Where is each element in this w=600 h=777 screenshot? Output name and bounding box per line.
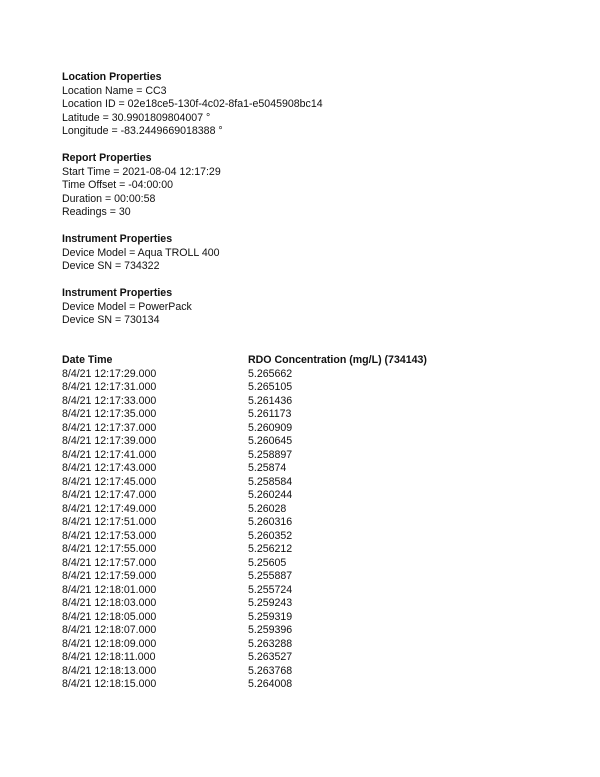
table-row xyxy=(62,624,562,638)
date-time-cell: 8/4/21 12:17:43.000 xyxy=(62,462,157,474)
date-time-cell: 8/4/21 12:18:13.000 xyxy=(62,664,157,677)
device-model-line: Device Model = PowerPack xyxy=(62,300,192,313)
table-row xyxy=(62,665,562,679)
table-row xyxy=(62,368,562,382)
date-time-cell: 8/4/21 12:18:05.000 xyxy=(62,610,157,623)
rdo-concentration-cell: 5.25605 xyxy=(248,556,287,569)
rdo-concentration-cell: 5.260244 xyxy=(248,489,293,501)
date-time-cell: 8/4/21 12:18:07.000 xyxy=(62,624,157,636)
table-row xyxy=(62,395,562,409)
date-time-cell: 8/4/21 12:17:55.000 xyxy=(62,543,157,555)
rdo-concentration-cell: 5.26028 xyxy=(248,502,287,515)
date-time-cell: 8/4/21 12:17:59.000 xyxy=(62,570,157,582)
longitude-line: Longitude = -83.2449669018388 ° xyxy=(62,125,223,137)
section-heading: Report Properties xyxy=(62,152,152,164)
date-time-cell: 8/4/21 12:17:47.000 xyxy=(62,489,157,501)
start-time-line: Start Time = 2021-08-04 12:17:29 xyxy=(62,165,221,178)
date-time-cell: 8/4/21 12:17:51.000 xyxy=(62,516,157,528)
table-row xyxy=(62,651,562,665)
date-time-cell: 8/4/21 12:17:31.000 xyxy=(62,381,157,393)
rdo-concentration-cell: 5.260352 xyxy=(248,529,293,542)
table-row xyxy=(62,516,562,530)
time-offset-line: Time Offset = -04:00:00 xyxy=(62,179,173,191)
table-row xyxy=(62,543,562,557)
table-row xyxy=(62,570,562,584)
table-header-row xyxy=(62,354,562,368)
instrument-properties-section xyxy=(62,287,562,328)
date-time-cell: 8/4/21 12:18:09.000 xyxy=(62,637,157,650)
location-name-line: Location Name = CC3 xyxy=(62,84,167,97)
date-time-cell: 8/4/21 12:17:53.000 xyxy=(62,529,157,542)
table-row xyxy=(62,408,562,422)
rdo-concentration-cell: 5.265105 xyxy=(248,381,293,393)
date-time-cell: 8/4/21 12:17:37.000 xyxy=(62,421,157,434)
rdo-concentration-cell: 5.256212 xyxy=(248,543,293,555)
date-time-cell: 8/4/21 12:17:33.000 xyxy=(62,394,157,407)
rdo-concentration-cell: 5.259396 xyxy=(248,624,293,636)
table-row xyxy=(62,476,562,490)
table-row xyxy=(62,489,562,503)
rdo-concentration-cell: 5.258584 xyxy=(248,475,293,488)
readings-table xyxy=(62,354,562,692)
table-row xyxy=(62,422,562,436)
section-heading: Instrument Properties xyxy=(62,287,173,299)
date-time-cell: 8/4/21 12:18:03.000 xyxy=(62,597,157,609)
device-model-line: Device Model = Aqua TROLL 400 xyxy=(62,246,220,259)
location-properties-section xyxy=(62,71,562,139)
date-time-cell: 8/4/21 12:17:39.000 xyxy=(62,435,157,447)
table-row xyxy=(62,435,562,449)
table-row xyxy=(62,638,562,652)
date-time-cell: 8/4/21 12:17:41.000 xyxy=(62,448,157,461)
rdo-concentration-cell: 5.261173 xyxy=(248,408,292,420)
table-row xyxy=(62,584,562,598)
rdo-concentration-cell: 5.263527 xyxy=(248,651,293,663)
rdo-concentration-cell: 5.264008 xyxy=(248,678,293,690)
rdo-concentration-cell: 5.260645 xyxy=(248,435,293,447)
latitude-line: Latitude = 30.9901809804007 ° xyxy=(62,111,211,124)
date-time-cell: 8/4/21 12:17:49.000 xyxy=(62,502,157,515)
date-time-cell: 8/4/21 12:17:57.000 xyxy=(62,556,157,569)
device-sn-line: Device SN = 734322 xyxy=(62,260,160,272)
table-row xyxy=(62,678,562,692)
duration-line: Duration = 00:00:58 xyxy=(62,192,156,205)
table-row xyxy=(62,530,562,544)
rdo-concentration-cell: 5.258897 xyxy=(248,448,293,461)
date-time-cell: 8/4/21 12:18:15.000 xyxy=(62,678,157,690)
instrument-properties-section xyxy=(62,233,562,274)
table-row xyxy=(62,557,562,571)
date-time-cell: 8/4/21 12:17:29.000 xyxy=(62,367,157,380)
rdo-concentration-cell: 5.263288 xyxy=(248,637,293,650)
rdo-concentration-cell: 5.260316 xyxy=(248,516,293,528)
section-heading: Location Properties xyxy=(62,71,162,83)
properties-block xyxy=(62,71,562,341)
section-heading: Instrument Properties xyxy=(62,233,173,245)
rdo-concentration-cell: 5.260909 xyxy=(248,421,293,434)
rdo-concentration-cell: 5.259243 xyxy=(248,597,293,609)
date-time-cell: 8/4/21 12:17:45.000 xyxy=(62,475,157,488)
location-id-line: Location ID = 02e18ce5-130f-4c02-8fa1-e5045908bc14 xyxy=(62,98,323,110)
device-sn-line: Device SN = 730134 xyxy=(62,314,160,326)
rdo-concentration-cell: 5.265662 xyxy=(248,367,293,380)
table-body xyxy=(62,368,562,692)
column-header-rdo-concentration: RDO Concentration (mg/L) (734143) xyxy=(248,354,427,366)
table-row xyxy=(62,503,562,517)
table-row xyxy=(62,611,562,625)
date-time-cell: 8/4/21 12:18:01.000 xyxy=(62,583,157,596)
rdo-concentration-cell: 5.263768 xyxy=(248,664,293,677)
report-properties-section xyxy=(62,152,562,220)
rdo-concentration-cell: 5.255724 xyxy=(248,583,293,596)
rdo-concentration-cell: 5.25874 xyxy=(248,462,287,474)
date-time-cell: 8/4/21 12:17:35.000 xyxy=(62,408,157,420)
rdo-concentration-cell: 5.255887 xyxy=(248,570,293,582)
table-row xyxy=(62,381,562,395)
table-row xyxy=(62,462,562,476)
column-header-date-time: Date Time xyxy=(62,354,113,366)
rdo-concentration-cell: 5.261436 xyxy=(248,394,293,407)
rdo-concentration-cell: 5.259319 xyxy=(248,610,293,623)
table-row xyxy=(62,597,562,611)
table-row xyxy=(62,449,562,463)
date-time-cell: 8/4/21 12:18:11.000 xyxy=(62,651,156,663)
readings-line: Readings = 30 xyxy=(62,206,131,218)
